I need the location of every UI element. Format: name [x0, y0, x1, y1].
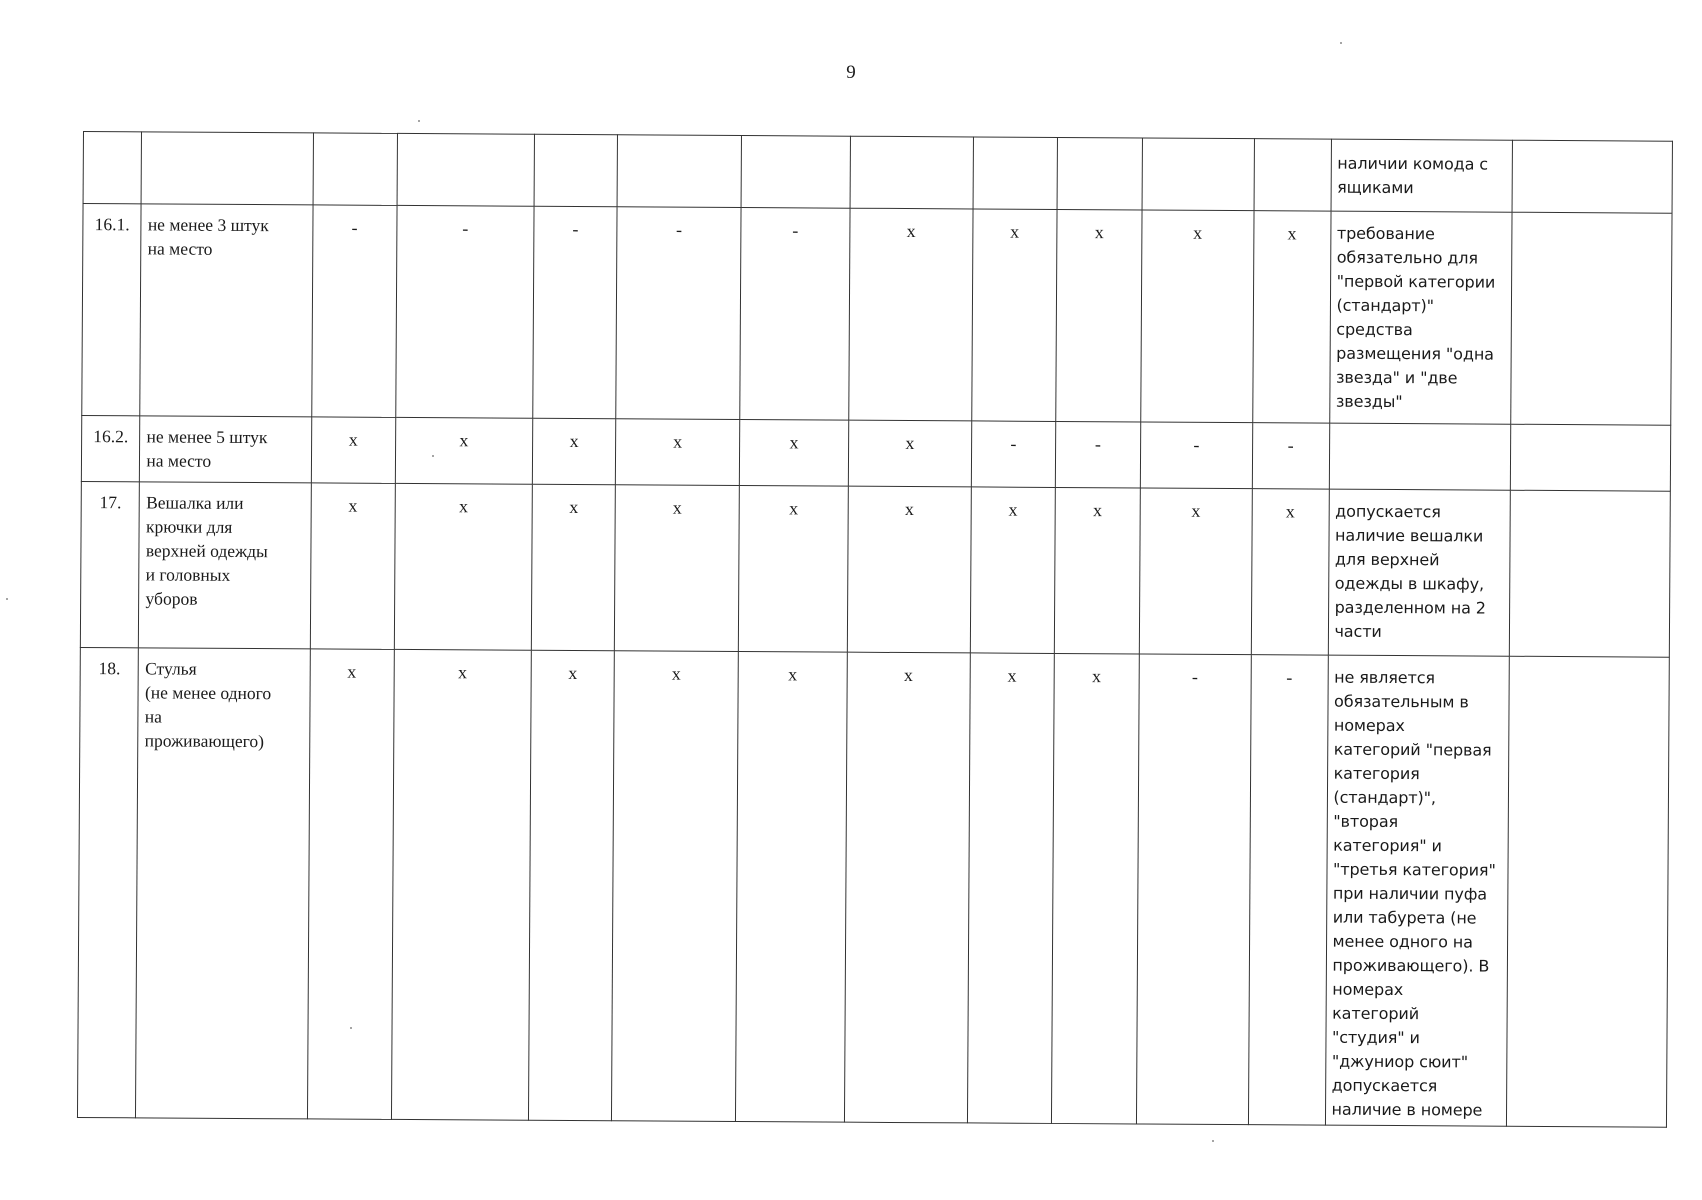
mark-cell: -	[740, 208, 850, 421]
table-row	[82, 204, 1672, 426]
mark-cell: х	[615, 419, 739, 486]
mark-cell	[741, 136, 850, 209]
scan-speck	[350, 1027, 352, 1029]
mark-cell: -	[1140, 422, 1252, 489]
mark-cell: х	[970, 487, 1055, 654]
mark-cell: х	[612, 651, 739, 1122]
scan-speck	[432, 455, 434, 457]
row-name: не менее 3 штук на место	[140, 204, 312, 417]
mark-cell	[313, 133, 398, 206]
mark-cell	[1142, 138, 1254, 211]
row-name: Стулья (не менее одного на проживающего)	[136, 648, 310, 1119]
mark-cell: х	[972, 209, 1057, 422]
scan-speck	[418, 120, 420, 122]
note-cell: допускается наличие вешалки для верхней одежды в шкафу, разделенном на 2 части	[1328, 489, 1510, 656]
mark-cell: х	[739, 420, 848, 487]
mark-cell: х	[736, 652, 848, 1123]
mark-cell: х	[531, 484, 615, 651]
mark-cell: -	[311, 205, 396, 418]
note-cell	[1329, 423, 1511, 490]
extra-cell	[1509, 490, 1670, 657]
mark-cell	[1057, 137, 1143, 210]
mark-cell: х	[847, 486, 971, 653]
mark-cell: -	[1055, 421, 1140, 488]
mark-cell: х	[1141, 210, 1254, 423]
mark-cell: х	[738, 486, 848, 653]
note-cell: не является обязательным в номерах категорий "первая категория (стандарт)", "вторая категория" и "третья категория" при наличии пуфа или табурета (не менее одного на проживающего). В номерах категорий "студия" и "джуниор сюит" допускается наличие в номере	[1325, 655, 1509, 1126]
table-row	[83, 132, 1672, 214]
mark-cell: х	[614, 485, 739, 652]
row-number	[83, 132, 142, 204]
mark-cell: -	[1136, 654, 1251, 1125]
mark-cell: х	[311, 417, 395, 484]
mark-cell: х	[848, 208, 972, 421]
table-row	[81, 415, 1670, 491]
mark-cell: х	[1251, 489, 1329, 655]
mark-cell: х	[394, 483, 532, 650]
table-row	[80, 481, 1670, 657]
mark-cell	[534, 134, 617, 207]
mark-cell: х	[391, 649, 531, 1120]
extra-cell	[1506, 656, 1669, 1127]
mark-cell: х	[848, 420, 971, 487]
row-name: не менее 5 штук на место	[140, 416, 312, 483]
mark-cell: х	[1054, 487, 1140, 654]
table-row	[77, 647, 1669, 1127]
mark-cell: х	[395, 417, 533, 484]
mark-cell	[850, 136, 973, 209]
scan-speck	[6, 598, 8, 600]
mark-cell	[973, 137, 1058, 210]
mark-cell: -	[395, 205, 534, 418]
row-name: Вешалка или крючки для верхней одежды и головных уборов	[139, 482, 311, 649]
mark-cell: х	[1139, 488, 1252, 655]
table-body	[77, 132, 1672, 1128]
mark-cell: -	[1248, 655, 1328, 1125]
note-cell: наличии комода с ящиками	[1331, 139, 1513, 212]
mark-cell	[1254, 139, 1331, 211]
page-number: 9	[846, 62, 856, 83]
mark-cell: х	[1252, 211, 1330, 423]
extra-cell	[1512, 140, 1672, 213]
mark-cell: х	[1051, 653, 1139, 1124]
mark-cell: -	[1252, 423, 1329, 489]
row-number: 16.1.	[82, 204, 142, 416]
mark-cell: -	[971, 421, 1055, 488]
mark-cell: х	[844, 652, 970, 1123]
mark-cell: -	[616, 207, 741, 420]
mark-cell: х	[1056, 209, 1142, 422]
requirements-table	[77, 131, 1673, 1128]
row-number: 17.	[80, 481, 139, 647]
row-number: 16.2.	[81, 415, 140, 481]
mark-cell	[397, 133, 535, 206]
mark-cell: х	[307, 649, 394, 1120]
scan-speck	[1340, 42, 1342, 44]
extra-cell	[1511, 212, 1672, 425]
scan-speck	[1212, 1140, 1214, 1142]
mark-cell: х	[528, 650, 614, 1120]
mark-cell: -	[533, 206, 617, 419]
mark-cell	[617, 135, 741, 208]
mark-cell: х	[967, 653, 1054, 1124]
mark-cell: х	[310, 483, 395, 650]
row-number: 18.	[77, 647, 138, 1117]
extra-cell	[1510, 424, 1670, 491]
mark-cell: х	[532, 418, 615, 485]
row-name	[141, 132, 313, 205]
note-cell: требование обязательно для "первой категории (стандарт)" средства размещения "одна звезда" и "две звезды"	[1329, 211, 1512, 424]
